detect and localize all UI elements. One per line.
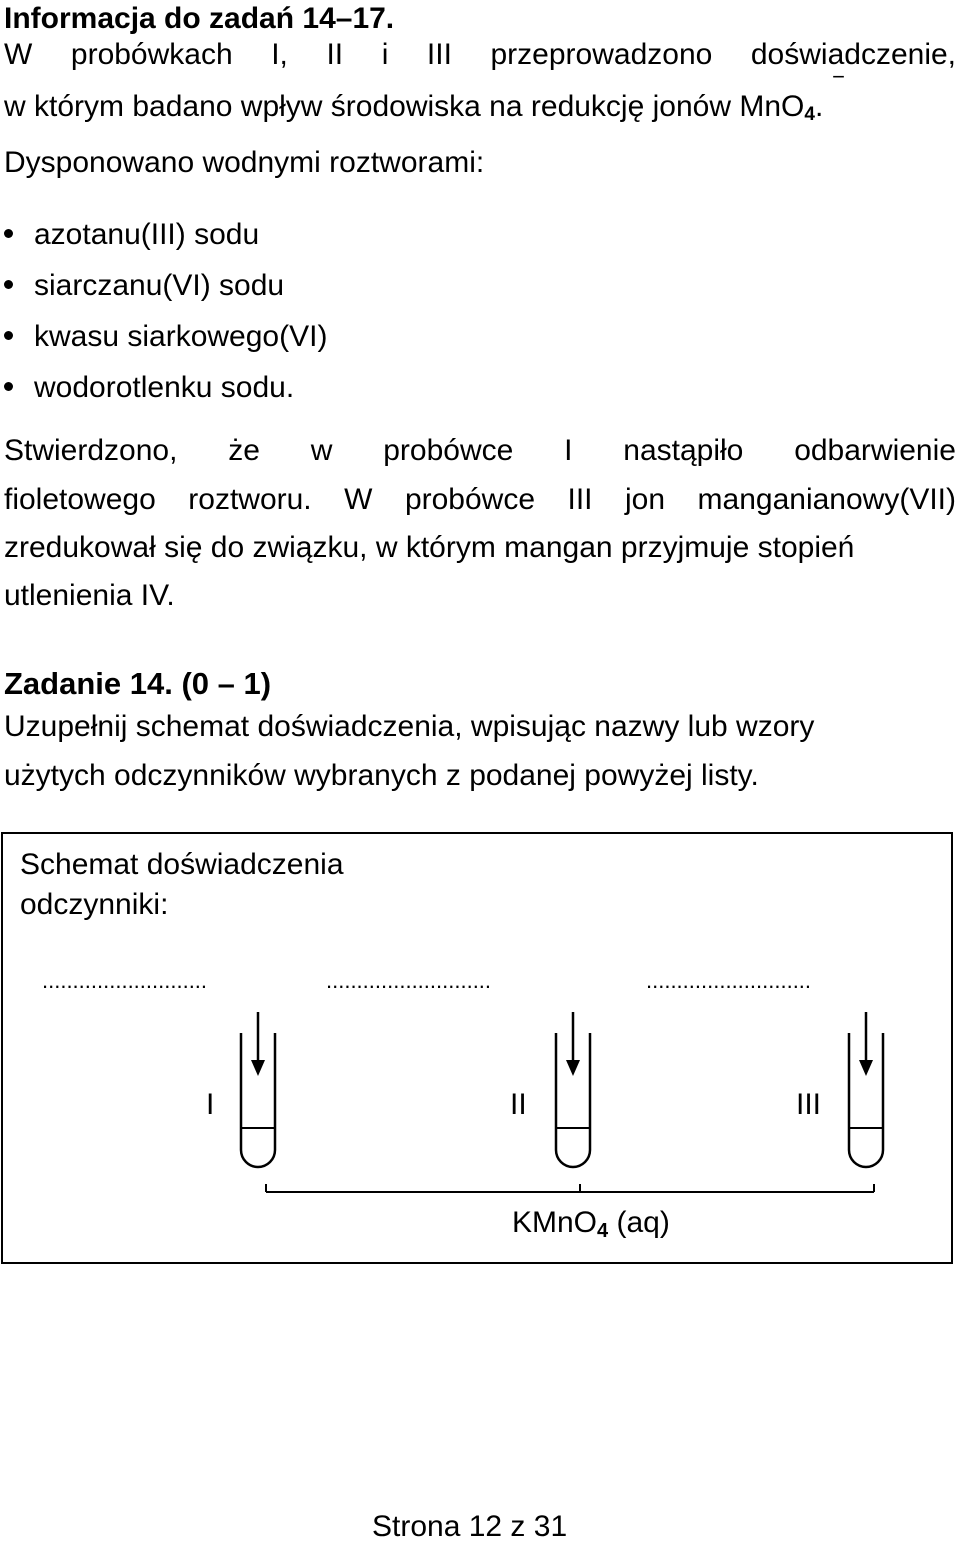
reagent-item: kwasu siarkowego(VI) [34,320,328,353]
schema-subtitle: odczynniki: [20,888,169,921]
task-instruction-line-1: Uzupełnij schemat doświadczenia, wpisując nazwy lub wzory [4,710,815,743]
word: odbarwienie [794,434,956,467]
word: probówkach [70,38,233,71]
reagent-item: siarczanu(VI) sodu [34,269,285,302]
intro-line-2-text: w którym badano wpływ środowiska na redukcję jonów MnO [4,90,805,123]
word: probówce [404,483,536,516]
word: w [310,434,333,467]
word: doświadczenie, [750,38,956,71]
reagent-blank-1[interactable]: ........................... [42,968,208,993]
reagent-main: KMnO [512,1206,598,1239]
word: i [381,38,389,71]
reagent-subscript: 4 [597,1220,609,1242]
word: Stwierdzono, [4,434,178,467]
word: że [228,434,260,467]
word: I [564,434,573,467]
tube-label-2: II [510,1088,527,1121]
word: III [426,38,452,71]
word: probówce [383,434,514,467]
word: jon [625,483,666,516]
permanganate-label [512,1206,670,1240]
word: I, [271,38,288,71]
ion-subscript: 4 [804,104,815,125]
observation-line-3: zredukował się do związku, w którym mangan przyjmuje stopień [4,531,855,564]
schema-title: Schemat doświadczenia [20,848,344,881]
word: roztworu. [188,483,312,516]
test-tube-3 [849,1012,883,1167]
test-tube-1 [241,1012,275,1167]
reagent-item: wodorotlenku sodu. [34,371,295,404]
word: przeprowadzono [490,38,713,71]
page-number: Strona 12 z 31 [372,1510,568,1543]
reagent-blank-3[interactable]: ........................... [646,968,812,993]
intro-line-3: Dysponowano wodnymi roztworami: [4,146,485,179]
tube-label-3: III [796,1088,822,1121]
word: fioletowego [4,483,156,516]
word: III [567,483,593,516]
task-instruction-line-2: użytych odczynników wybranych z podanej powyżej listy. [4,759,759,792]
ion-charge: − [832,64,845,89]
info-heading: Informacja do zadań 14–17. [4,2,395,35]
reagent-blank-2[interactable]: ........................... [326,968,492,993]
tube-label-1: I [206,1088,215,1121]
word: nastąpiło [623,434,744,467]
reagent-item: azotanu(III) sodu [34,218,260,251]
word: manganianowy(VII) [697,483,956,516]
word: W [344,483,373,516]
word: W [4,38,33,71]
word: II [326,38,344,71]
test-tube-2 [556,1012,590,1167]
observation-line-4: utlenienia IV. [4,579,175,612]
intro-line-2-end: . [814,90,824,123]
reagent-state: (aq) [616,1206,670,1239]
task-title: Zadanie 14. (0 – 1) [4,666,272,701]
distribution-line [266,1184,874,1192]
